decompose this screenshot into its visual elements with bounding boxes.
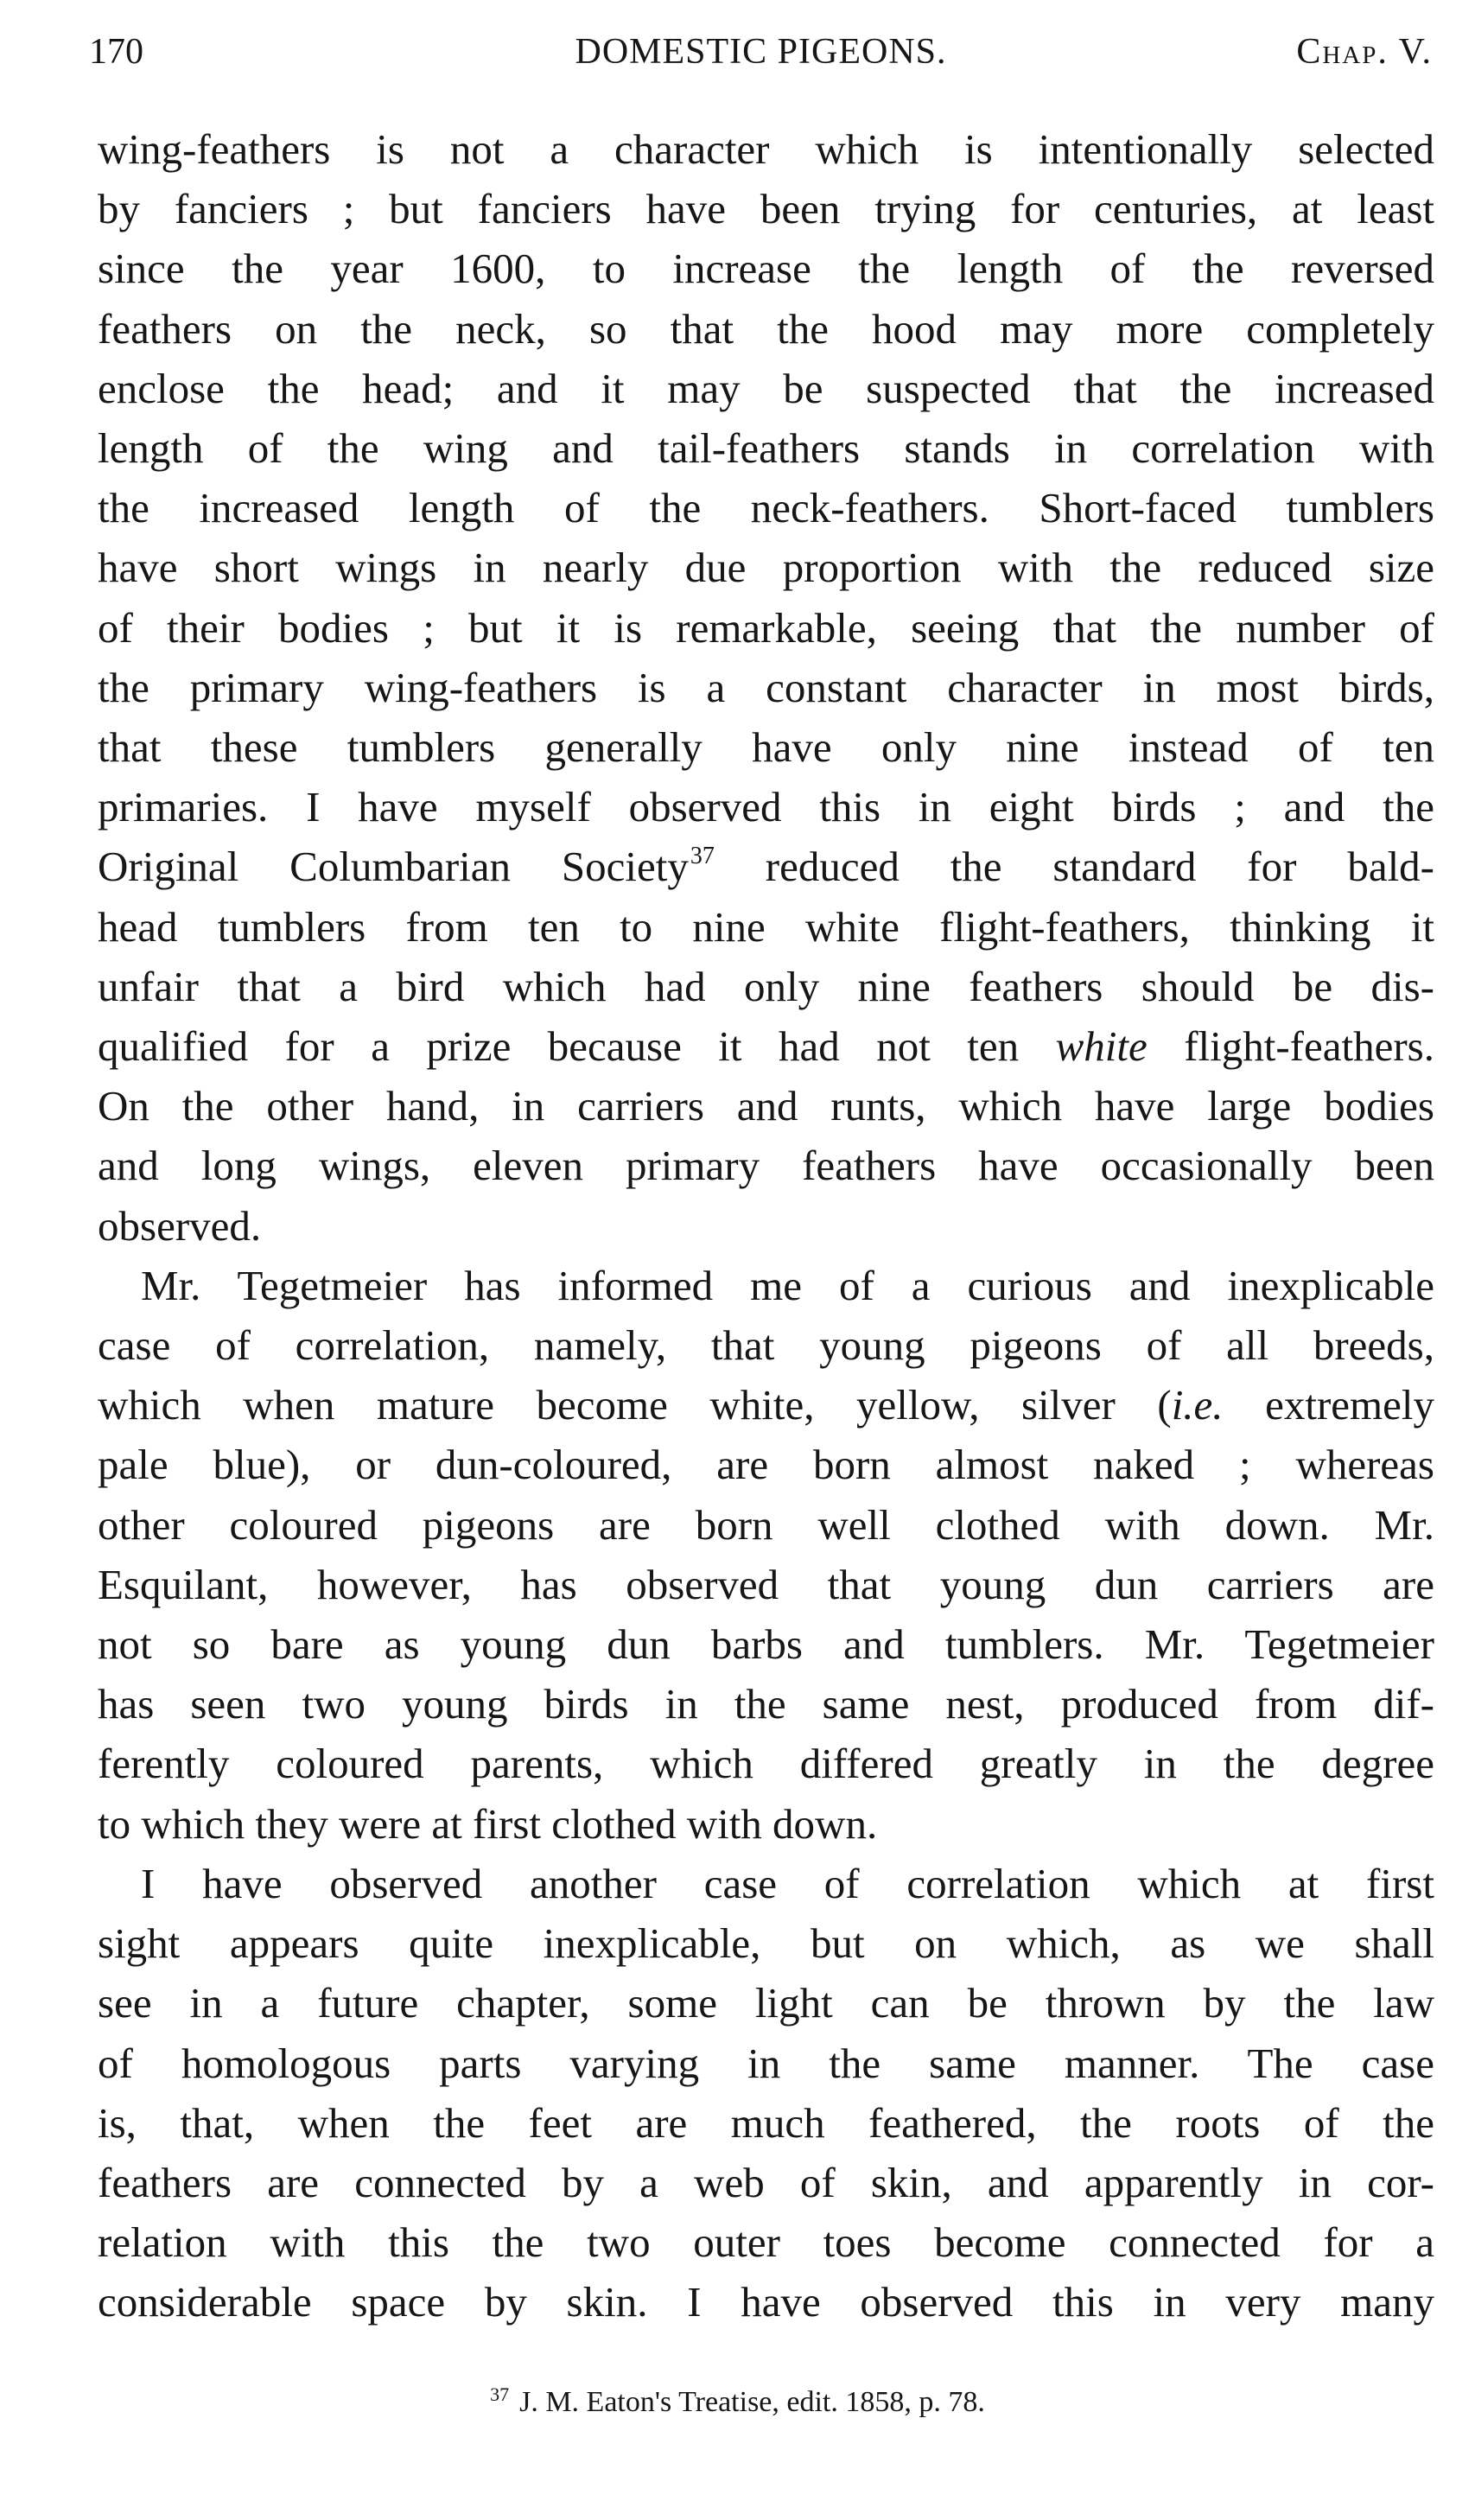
running-title: DOMESTIC PIGEONS. [575,32,947,72]
text-line: see in a future chapter, some light can be thrown by the law [98,1979,1434,2027]
text-line: observed. [98,1201,262,1250]
text-line: has seen two young birds in the same nest, produced from dif- [98,1680,1434,1728]
body-text [98,119,1434,2332]
text-line: the primary wing-feathers is a constant character in most birds, [98,663,1434,711]
text-line: of homologous parts varying in the same manner. The case [98,2039,1434,2087]
text-line: feathers on the neck, so that the hood may more completely [98,304,1434,353]
line-text-before: qualified for a prize because it had not ten [98,1022,1056,1071]
text-line: not so bare as young dun barbs and tumblers. Mr. Tegetmeier [98,1620,1434,1669]
text-line: ferently coloured parents, which differed greatly in the degree [98,1740,1434,1788]
text-line: by fanciers ; but fanciers have been trying for centuries, at least [98,185,1434,233]
text-line: Esquilant, however, has observed that young dun carriers are [98,1560,1434,1608]
text-line: length of the wing and tail-feathers stands in correlation with [98,424,1434,473]
text-line-with-italic [98,1016,1434,1076]
text-line: since the year 1600, to increase the length of the reversed [98,245,1434,293]
text-line: and long wings, eleven primary feathers have occasionally been [98,1142,1434,1190]
line-text-after: reduced the standard for bald- [714,843,1434,891]
italic-word: white [1055,1022,1148,1071]
text-line-with-italic [98,1375,1434,1435]
text-line: unfair that a bird which had only nine feathers should be dis- [98,962,1434,1010]
text-line: enclose the head; and it may be suspected that the increased [98,364,1434,412]
italic-abbreviation: i.e. [1171,1381,1224,1429]
text-line: that these tumblers generally have only nine instead of ten [98,723,1434,772]
text-line: wing-feathers is not a character which is intentionally selected [98,125,1434,173]
text-line: to which they were at first clothed with down. [98,1799,878,1848]
text-line: pale blue), or dun-coloured, are born almost naked ; whereas [98,1441,1434,1489]
text-line: of their bodies ; but it is remarkable, seeing that the number of [98,603,1434,652]
footnote-number: 37 [490,2383,510,2405]
text-line: relation with this the two outer toes become connected for a [98,2218,1434,2267]
chapter-label: Chap. V. [1296,32,1433,72]
text-line-with-footnote-ref [98,837,1434,896]
text-line: case of correlation, namely, that young pigeons of all breeds, [98,1321,1434,1370]
text-line: considerable space by skin. I have observed this in very many [98,2278,1434,2326]
line-text-after: flight-feathers. [1147,1022,1434,1071]
line-text-before: Original Columbarian Society [98,843,689,891]
paragraph-2 [98,1256,1434,1854]
text-line: other coloured pigeons are born well clothed with down. Mr. [98,1500,1434,1549]
paragraph-1 [98,119,1434,1256]
footnote-text: J. M. Eaton's Treatise, edit. 1858, p. 78. [519,2386,985,2418]
paragraph-3 [98,1854,1434,2332]
page-number: 170 [89,32,143,72]
text-line: the increased length of the neck-feathers. Short-faced tumblers [98,484,1434,532]
text-line: feathers are connected by a web of skin, and apparently in cor- [98,2158,1434,2206]
text-line: I have observed another case of correlation which at first [141,1859,1434,1907]
running-head [89,26,1433,78]
text-line: have short wings in nearly due proportion with the reduced size [98,544,1434,592]
footnote [0,2382,1475,2423]
text-line: primaries. I have myself observed this in eight birds ; and the [98,783,1434,831]
footnote-reference[interactable]: 37 [690,843,715,870]
line-text-before: which when mature become white, yellow, silver ( [98,1381,1172,1429]
text-line: head tumblers from ten to nine white flight-feathers, thinking it [98,902,1434,951]
line-text-after: extremely [1223,1381,1434,1429]
text-line: sight appears quite inexplicable, but on which, as we shall [98,1919,1434,1968]
text-line: On the other hand, in carriers and runts, which have large bodies [98,1082,1434,1130]
text-line: is, that, when the feet are much feathered, the roots of the [98,2098,1434,2147]
text-line: Mr. Tegetmeier has informed me of a curious and inexplicable [141,1261,1434,1309]
